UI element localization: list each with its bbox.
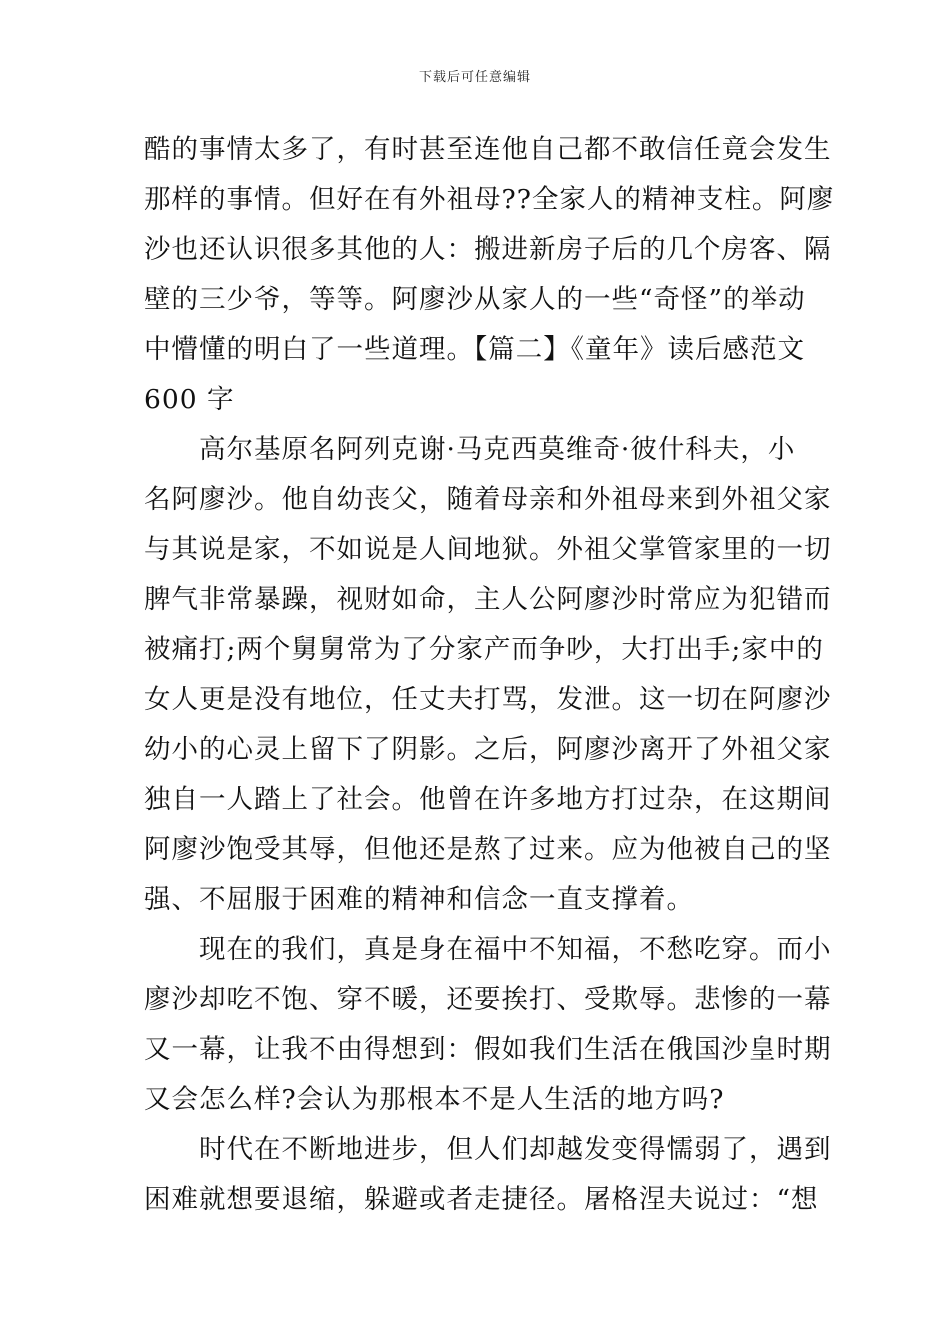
text-line: 独自一人踏上了社会。他曾在许多地方打过杂，在这期间: [144, 784, 832, 815]
text-line: 被痛打;两个舅舅常为了分家产而争吵，大打出手;家中的: [144, 634, 824, 665]
text-line: 廖沙却吃不饱、穿不暖，还要挨打、受欺辱。悲惨的一幕: [144, 984, 832, 1015]
text-line: 又会怎么样?会认为那根本不是人生活的地方吗?: [144, 1084, 725, 1115]
text-line: 脾气非常暴躁，视财如命，主人公阿廖沙时常应为犯错而: [144, 584, 832, 615]
text-line: 又一幕，让我不由得想到：假如我们生活在俄国沙皇时期: [144, 1034, 832, 1065]
text-line: 与其说是家，不如说是人间地狱。外祖父掌管家里的一切: [144, 534, 832, 565]
text-line: 中懵懂的明白了一些道理。【篇二】《童年》读后感范文: [144, 334, 805, 365]
text-line: 那样的事情。但好在有外祖母??全家人的精神支柱。阿廖: [144, 184, 835, 215]
text-line: 时代在不断地进步，但人们却越发变得懦弱了，遇到: [144, 1134, 832, 1165]
text-line: 女人更是没有地位，任丈夫打骂，发泄。这一切在阿廖沙: [144, 684, 832, 715]
text-line: 强、不屈服于困难的精神和信念一直支撑着。: [144, 884, 694, 915]
text-line: 阿廖沙饱受其辱，但他还是熬了过来。应为他被自己的坚: [144, 834, 832, 865]
text-line: 600 字: [144, 384, 235, 415]
text-line: 沙也还认识很多其他的人：搬进新房子后的几个房客、隔: [144, 234, 832, 265]
text-line: 困难就想要退缩，躲避或者走捷径。屠格涅夫说过：“想: [144, 1184, 819, 1215]
page-header: 下载后可任意编辑: [418, 70, 531, 85]
text-line: 酷的事情太多了，有时甚至连他自己都不敢信任竟会发生: [144, 134, 832, 165]
text-line: 现在的我们，真是身在福中不知福，不愁吃穿。而小: [144, 934, 832, 965]
text-line: 名阿廖沙。他自幼丧父，随着母亲和外祖母来到外祖父家: [144, 484, 832, 515]
text-line: 高尔基原名阿列克谢·马克西莫维奇·彼什科夫，小: [144, 434, 796, 465]
text-line: 幼小的心灵上留下了阴影。之后，阿廖沙离开了外祖父家: [144, 734, 832, 765]
text-line: 壁的三少爷，等等。阿廖沙从家人的一些“奇怪”的举动: [144, 284, 806, 315]
